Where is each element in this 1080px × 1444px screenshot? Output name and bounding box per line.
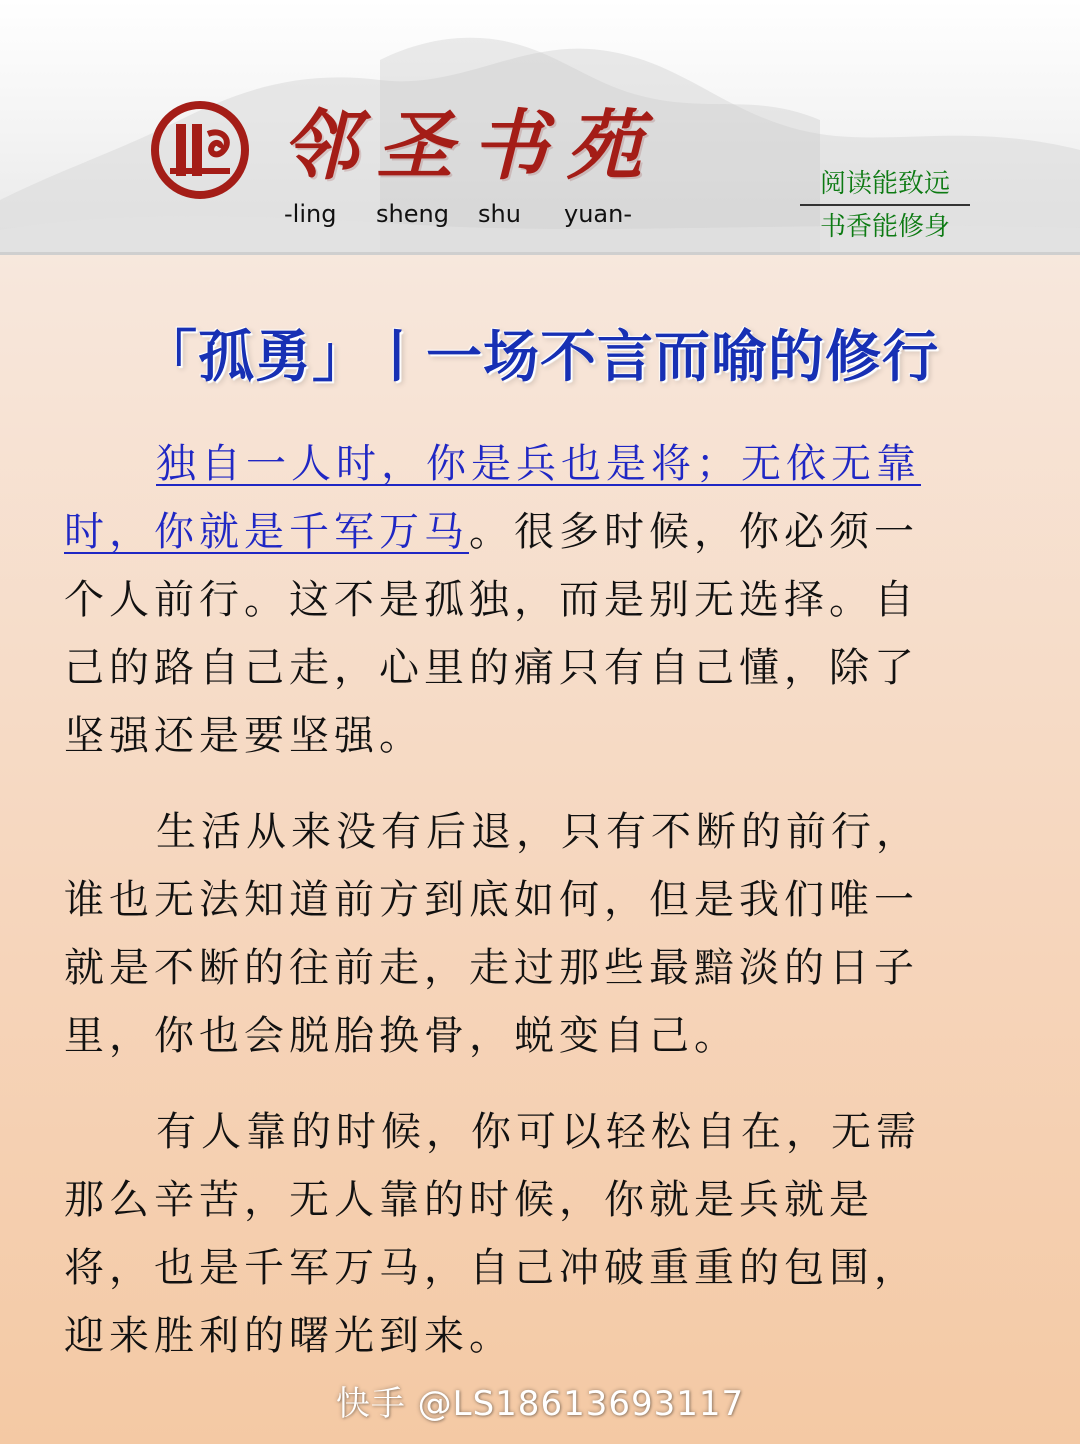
header-banner xyxy=(0,0,1080,255)
article-paragraph xyxy=(64,1098,932,1370)
slogan-line: 书香能修身 xyxy=(819,212,950,242)
article-title: 「孤勇」丨一场不言而喻的修行 xyxy=(141,325,939,390)
pinyin-syllable: shu xyxy=(478,200,521,228)
pinyin-syllable: -ling xyxy=(284,200,337,228)
highlighted-quote: 独自一人时，你是兵也是将；无依无靠时，你就是千军万马 xyxy=(64,441,921,555)
article-paragraph xyxy=(64,430,932,770)
paragraph-text: 。很多时候，你必须一个人前行。这不是孤独，而是别无选择。自己的路自己走，心里的痛只有自己懂，除了坚强还是要坚强。 xyxy=(64,509,919,759)
brand-char: 邻 xyxy=(282,101,358,190)
brand-char: 圣 xyxy=(376,101,453,190)
brand-name xyxy=(282,96,642,196)
slogan xyxy=(800,166,970,245)
slogan-divider xyxy=(800,204,970,206)
seal-logo-icon xyxy=(150,100,250,200)
kuaishou-watermark: 快手 @LS18613693117 xyxy=(335,1384,745,1424)
pinyin-syllable: sheng xyxy=(376,200,449,228)
brand-char: 书 xyxy=(471,101,548,190)
brand-pinyin xyxy=(282,200,642,234)
pinyin-syllable: yuan- xyxy=(564,200,632,228)
slogan-line: 阅读能致远 xyxy=(819,169,950,199)
paragraph-text: 有人靠的时候，你可以轻松自在，无需那么辛苦，无人靠的时候，你就是兵就是将，也是千军万马，自己冲破重重的包围，迎来胜利的曙光到来。 xyxy=(64,1109,921,1359)
article-paragraph xyxy=(64,798,932,1070)
brand-char: 苑 xyxy=(565,101,642,190)
paragraph-text: 生活从来没有后退，只有不断的前行，谁也无法知道前方到底如何，但是我们唯一就是不断的往前走，走过那些最黯淡的日子里，你也会脱胎换骨，蜕变自己。 xyxy=(64,809,921,1059)
